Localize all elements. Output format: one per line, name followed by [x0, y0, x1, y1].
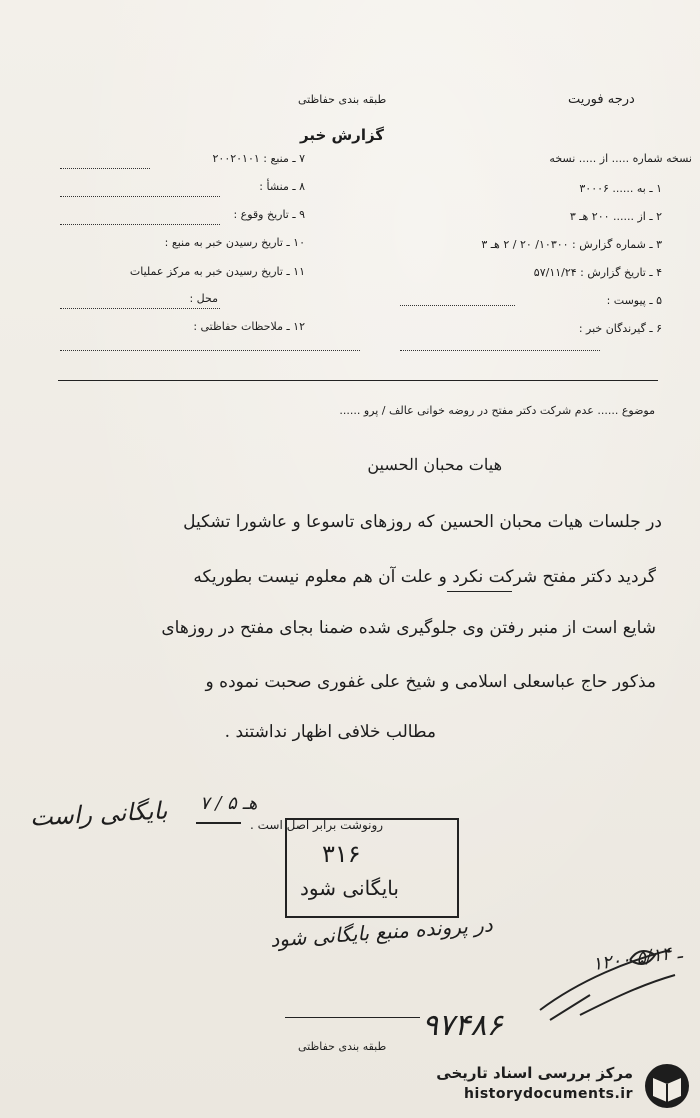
- field-event-date: ۹ ـ تاریخ وقوع :: [233, 208, 305, 221]
- body-line: در جلسات هیات محبان الحسین که روزهای تاسوعا و عاشورا تشکیل: [183, 512, 662, 532]
- underline-mark: [447, 591, 512, 592]
- dotted-leader: [400, 305, 515, 306]
- subject-line: موضوع ...... عدم شرکت دکتر مفتح در روضه خوانی عالف / پرو ......: [339, 404, 655, 417]
- handwritten-code: ۱۲۰۰ ـ ۵/۱۴: [590, 941, 684, 976]
- stamp-number: ۳۱۶: [322, 840, 361, 868]
- urgency-label: درجه فوریت: [568, 92, 635, 107]
- history-documents-logo: [415, 1060, 695, 1112]
- field-from: ۲ ـ از ...... ۲۰۰ هـ ۳: [569, 210, 662, 223]
- copy-conform-text: رونوشت برابر اصل است .: [250, 818, 384, 832]
- body-line: مطالب خلافی اظهار نداشتند .: [224, 722, 436, 742]
- document-number: ۹۷۴۸۶: [422, 1008, 503, 1043]
- body-line: مذکور حاج عباسعلی اسلامی و شیخ علی غفوری صحبت نموده و: [205, 672, 656, 692]
- separator-line: [58, 380, 658, 381]
- classification-top: طبقه بندی حفاظتی: [298, 93, 387, 106]
- handwritten-fraction: ۷ / ۵ هـ: [200, 793, 258, 814]
- field-report-date: ۴ ـ تاریخ گزارش : ۵۷/۱۱/۲۴: [533, 266, 662, 279]
- field-origin: ۸ ـ منشأ :: [259, 180, 305, 193]
- body-line: شایع است از منبر رفتن وی جلوگیری شده ضمنا بجای مفتح در روزهای: [161, 618, 656, 638]
- field-receipt-source: ۱۰ ـ تاریخ رسیدن خبر به منبع :: [164, 236, 305, 249]
- handwritten-archive-note: بایگانی راست: [29, 796, 169, 832]
- field-receipt-center: ۱۱ ـ تاریخ رسیدن خبر به مرکز عملیات: [129, 265, 305, 278]
- fraction-bar: [196, 822, 241, 824]
- field-source: ۷ ـ منبع : ۲۰۰۲۰۱۰۱: [212, 152, 305, 165]
- book-icon: [641, 1062, 693, 1110]
- field-security-notes: ۱۲ ـ ملاحظات حفاظتی :: [193, 320, 305, 333]
- dotted-leader: [60, 350, 360, 351]
- body-line: گردید دکتر مفتح شرکت نکرد و علت آن هم معلوم نیست بطوریکه: [193, 567, 656, 587]
- classification-bottom: طبقه بندی حفاظتی: [298, 1040, 387, 1053]
- dotted-leader: [60, 168, 150, 169]
- dotted-leader: [60, 224, 220, 225]
- logo-name: مرکز بررسی اسناد تاریخی: [436, 1064, 633, 1082]
- stamp-archive-text: بایگانی شود: [300, 876, 399, 900]
- logo-url: historydocuments.ir: [464, 1086, 633, 1102]
- number-line: [285, 1017, 420, 1018]
- body-heading: هیات محبان الحسین: [367, 455, 502, 474]
- field-recipients: ۶ ـ گیرندگان خبر :: [578, 322, 662, 335]
- archive-stamp: [285, 818, 459, 918]
- field-report-number: ۳ ـ شماره گزارش : ۱۰۳۰۰/ ۲۰ / ۲ هـ ۳: [481, 238, 662, 251]
- field-place: محل :: [189, 292, 218, 305]
- dotted-leader: [60, 308, 220, 309]
- field-attachment: ۵ ـ پیوست :: [606, 294, 662, 307]
- copy-number: نسخه شماره ..... از ..... نسخه: [549, 152, 692, 165]
- report-title: گزارش خبر: [300, 126, 385, 144]
- handwritten-bottom-note: در پرونده منبع بایگانی شود: [269, 912, 494, 952]
- dotted-leader: [400, 350, 600, 351]
- field-to: ۱ ـ به ...... ۳۰۰۰۶: [579, 182, 662, 195]
- dotted-leader: [60, 196, 220, 197]
